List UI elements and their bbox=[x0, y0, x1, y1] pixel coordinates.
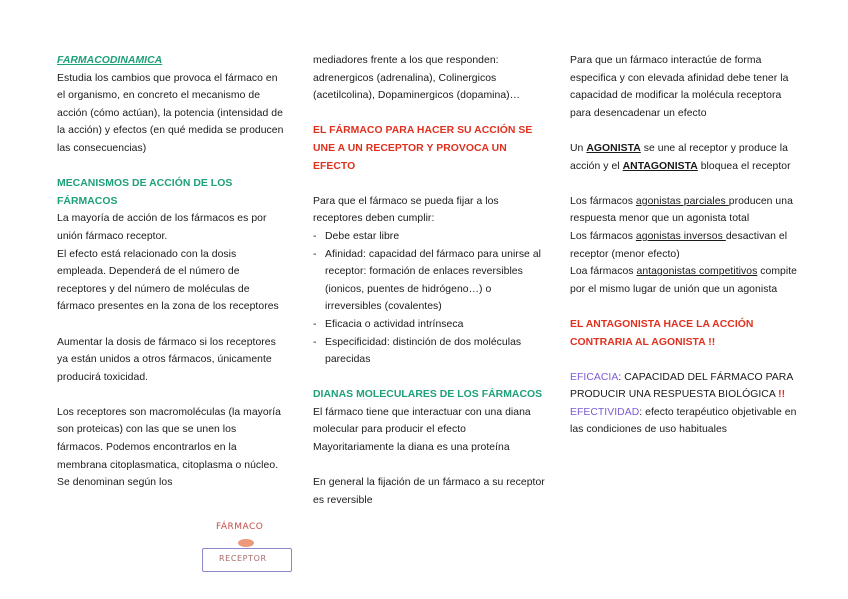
paragraph: Aumentar la dosis de fármaco si los receptores ya están unidos a otros fármacos, únicamente producirá toxicidad. bbox=[57, 336, 276, 383]
section-heading-mecanismos: MECANISMOS DE ACCIÓN DE LOS FÁRMACOS bbox=[57, 178, 233, 207]
paragraph: Se denominan según los bbox=[57, 477, 173, 489]
agonista-paragraph: Un AGONISTA se une al receptor y produce la acción y el ANTAGONISTA bloquea el receptor bbox=[570, 142, 791, 172]
exclamation-mark: !! bbox=[778, 389, 786, 401]
paragraph: Para que el fármaco se pueda fijar a los receptores deben cumplir: bbox=[313, 195, 499, 225]
term-agonistas-parciales: agonistas parciales bbox=[635, 195, 729, 207]
efectividad-label: EFECTIVIDAD bbox=[570, 406, 640, 418]
list-item: - Debe estar libre bbox=[313, 228, 545, 246]
inversos-paragraph: Los fármacos agonistas inversos desactivan el receptor (menor efecto) bbox=[570, 230, 788, 260]
term-antagonista: ANTAGONISTA bbox=[622, 160, 698, 172]
sketch-label-farmaco: FÁRMACO bbox=[216, 522, 264, 532]
list-item: - Afinidad: capacidad del fármaco para unirse al receptor: formación de enlaces reversibles (ionicos, puentes de hidrógeno…) o irreversibles (covalentes) bbox=[313, 246, 545, 316]
term-agonista: AGONISTA bbox=[586, 142, 641, 154]
paragraph: En general la fijación de un fármaco a su receptor es reversible bbox=[313, 477, 545, 506]
efectividad-paragraph: EFECTIVIDAD: efecto terapéutico objetivable en las condiciones de uso habituales bbox=[570, 406, 797, 436]
section-heading-dianas: DIANAS MOLECULARES DE LOS FÁRMACOS bbox=[313, 389, 543, 401]
eficacia-label: EFICACIA bbox=[570, 371, 619, 383]
eficacia-paragraph: EFICACIA: CAPACIDAD DEL FÁRMACO PARA PRODUCIR UNA RESPUESTA BIOLÓGICA !! bbox=[570, 371, 793, 401]
parciales-paragraph: Los fármacos agonistas parciales producen una respuesta menor que un agonista total bbox=[570, 195, 793, 225]
term-agonistas-inversos: agonistas inversos bbox=[635, 230, 726, 242]
drug-molecule-icon bbox=[236, 538, 256, 548]
term-antagonistas-competitivos: antagonistas competitivos bbox=[636, 266, 758, 278]
paragraph: El efecto está relacionado con la dosis empleada. Dependerá de el número de receptores y del número de moléculas de fármaco presentes en la zona de los receptores bbox=[57, 248, 279, 313]
receptor-box bbox=[202, 548, 292, 572]
paragraph: El fármaco tiene que interactuar con una diana molecular para producir el efecto Mayoritariamente la diana es una proteína bbox=[313, 406, 531, 454]
paragraph: Para que un fármaco interactúe de forma especifica y con elevada afinidad debe tener la capacidad de modificar la molécula receptora para desencadenar un efecto bbox=[570, 55, 789, 119]
requirements-list bbox=[313, 228, 545, 369]
column-2 bbox=[313, 52, 545, 509]
intro-paragraph: Estudia los cambios que provoca el fármaco en el organismo, en concreto el mecanismo de acción (cómo actúan), la potencia (intensidad de la acción) y efectos (en qué medida se producen las consecuencias) bbox=[57, 72, 284, 154]
paragraph: mediadores frente a los que responden: adrenergicos (adrenalina), Colinergicos (acetilcolina), Dopaminergicos (dopamina)… bbox=[313, 55, 521, 102]
competitivos-paragraph: Loa fármacos antagonistas competitivos compite por el mismo lugar de unión que un agonista bbox=[570, 266, 797, 295]
paragraph: La mayoría de acción de los fármacos es por unión fármaco receptor. bbox=[57, 213, 267, 242]
column-3 bbox=[570, 52, 802, 439]
page-title: FARMACODINAMICA bbox=[57, 55, 163, 66]
section-heading-antagonista: EL ANTAGONISTA HACE LA ACCIÓN CONTRARIA AL AGONISTA !! bbox=[570, 318, 754, 348]
section-heading-farmaco-receptor: EL FÁRMACO PARA HACER SU ACCIÓN SE UNE A UN RECEPTOR Y PROVOCA UN EFECTO bbox=[313, 125, 533, 172]
sketch-label-receptor: RECEPTOR bbox=[219, 554, 267, 563]
drug-receptor-sketch bbox=[200, 522, 296, 578]
list-item: - Eficacia o actividad intrínseca bbox=[313, 316, 545, 334]
column-1 bbox=[57, 52, 285, 492]
paragraph: Los receptores son macromoléculas (la mayoría son proteicas) con las que se unen los fármacos. Podemos encontrarlos en la membrana citoplasmatica, citoplasma o núcleo. bbox=[57, 406, 282, 471]
list-item: - Especificidad: distinción de dos moléculas parecidas bbox=[313, 334, 545, 369]
